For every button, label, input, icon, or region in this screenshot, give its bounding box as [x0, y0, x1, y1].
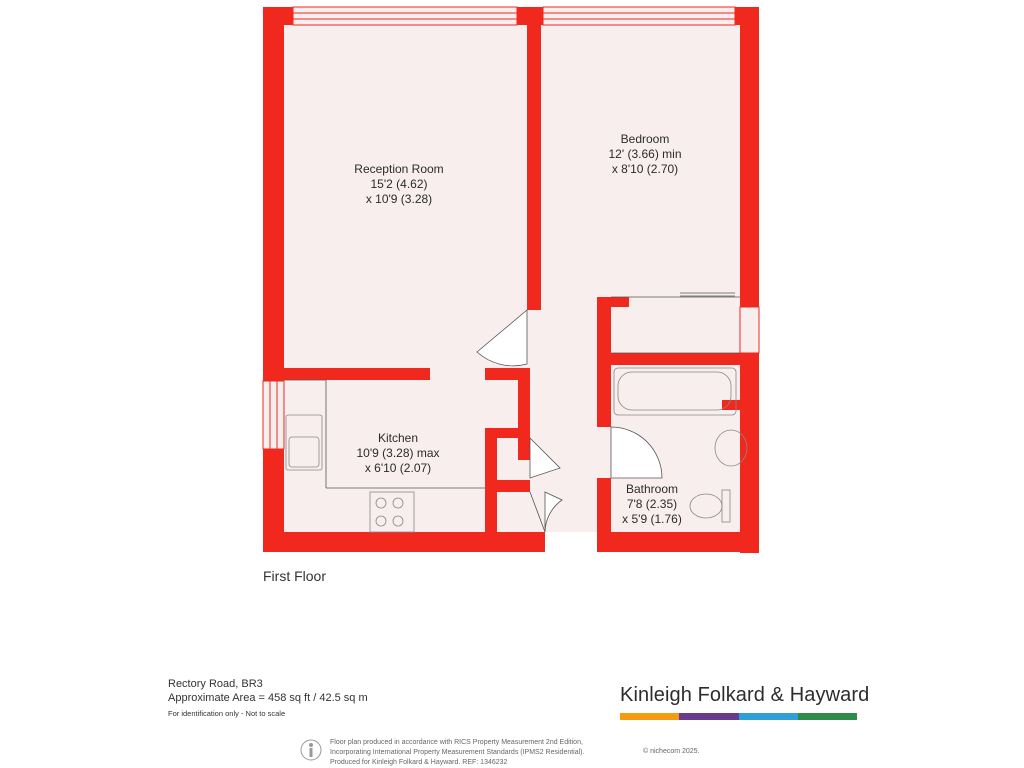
- property-area: Approximate Area = 458 sq ft / 42.5 sq m: [168, 692, 368, 704]
- kitchen-name: Kitchen: [377, 431, 419, 445]
- footer-line: Produced for Kinleigh Folkard & Hayward. REF: 1346232: [330, 759, 508, 766]
- kitchen-dimension: x 6'10 (2.07): [364, 461, 432, 475]
- bedroom-dimension: 12' (3.66) min: [608, 147, 682, 161]
- property-details: [168, 677, 368, 721]
- floor-level-label: First Floor: [263, 568, 326, 584]
- bathroom-dimension: 7'8 (2.35): [626, 497, 678, 511]
- person-info-icon: [300, 738, 322, 762]
- footer-copyright: © nichecom 2025.: [643, 748, 700, 755]
- brand-logo-text: Kinleigh Folkard & Hayward: [620, 684, 870, 706]
- property-disclaimer: For identification only - Not to scale: [168, 709, 286, 718]
- bedroom-label: [585, 132, 705, 177]
- footer-line: Incorporating International Property Measurement Standards (IPMS2 Residential).: [330, 749, 585, 756]
- footer-text: [330, 738, 584, 768]
- brand-bar-green: [798, 713, 857, 720]
- kitchen-label: [338, 431, 458, 476]
- brand-bar-blue: [739, 713, 798, 720]
- bathroom-name: Bathroom: [625, 482, 679, 496]
- brand-bar-purple: [679, 713, 738, 720]
- bedroom-name: Bedroom: [620, 132, 670, 146]
- bathroom-dimension: x 5'9 (1.76): [622, 512, 682, 526]
- kitchen-dimension: 10'9 (3.28) max: [356, 446, 440, 460]
- brand-bar-orange: [620, 713, 679, 720]
- reception-room-dimension: 15'2 (4.62): [370, 177, 428, 191]
- bedroom-dimension: x 8'10 (2.70): [611, 162, 679, 176]
- reception-room-dimension: x 10'9 (3.28): [365, 192, 433, 206]
- footer-line: Floor plan produced in accordance with RICS Property Measurement 2nd Edition,: [330, 739, 583, 746]
- property-address: Rectory Road, BR3: [168, 678, 263, 690]
- reception-room-label: [339, 162, 459, 207]
- brand-color-bars: [620, 713, 857, 720]
- reception-room-name: Reception Room: [354, 162, 444, 176]
- landing-gap: [545, 532, 597, 552]
- bathroom-label: [602, 482, 702, 527]
